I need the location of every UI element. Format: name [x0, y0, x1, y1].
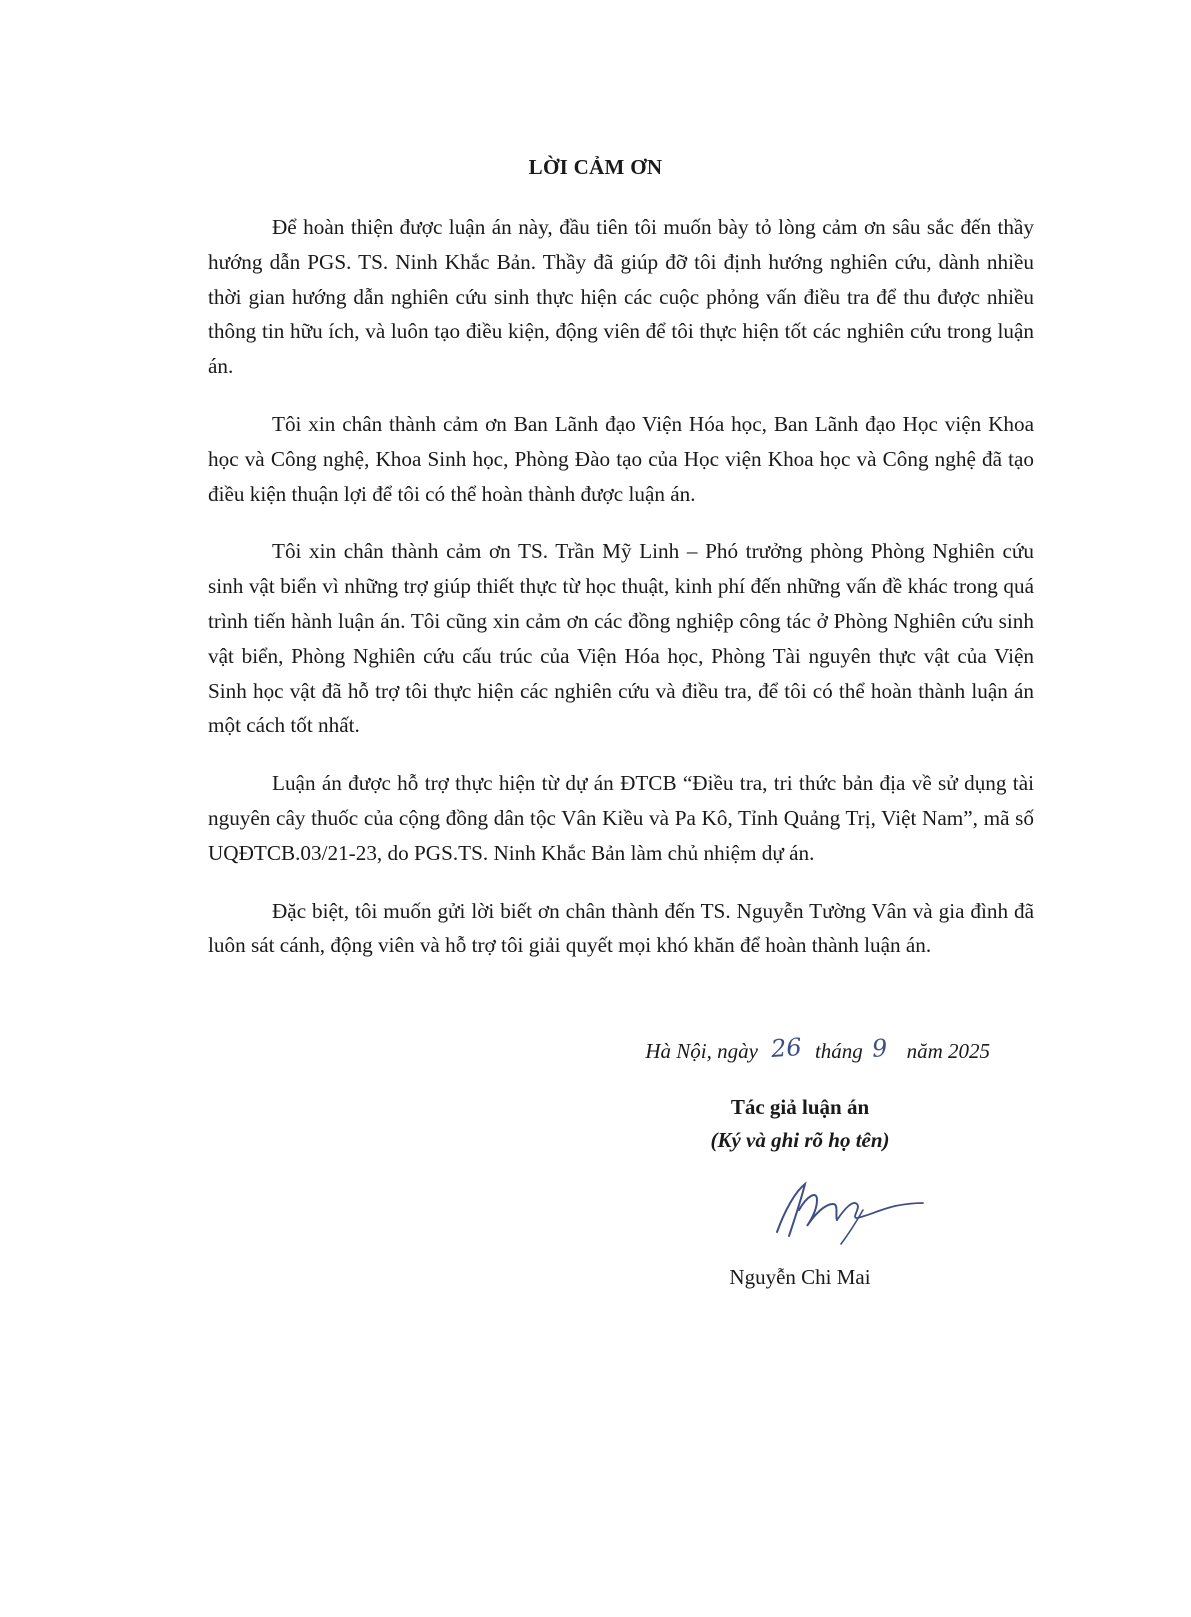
handwritten-month: 9 — [871, 1033, 889, 1063]
document-body — [208, 210, 1034, 986]
paragraph-3: Tôi xin chân thành cảm ơn TS. Trần Mỹ Linh – Phó trưởng phòng Phòng Nghiên cứu sinh vật biển vì những trợ giúp thiết thực từ học thuật, kinh phí đến những vấn đề khác trong quá trình tiến hành luận án. Tôi cũng xin cảm ơn các đồng nghiệp công tác ở Phòng Nghiên cứu sinh vật biển, Phòng Nghiên cứu cấu trúc của Viện Hóa học, Phòng Tài nguyên thực vật của Viện Sinh học vật đã hỗ trợ tôi thực hiện các nghiên cứu và điều tra, để tôi có thể hoàn thành luận án một cách tốt nhất. — [208, 539, 1034, 738]
handwritten-signature — [755, 1170, 935, 1250]
paragraph-2: Tôi xin chân thành cảm ơn Ban Lãnh đạo Viện Hóa học, Ban Lãnh đạo Học viện Khoa học và Công nghệ, Khoa Sinh học, Phòng Đào tạo của Học viện Khoa học và Công nghệ đã tạo điều kiện thuận lợi để tôi có thể hoàn thành được luận án. — [208, 411, 1034, 506]
date-line — [0, 1032, 990, 1064]
document-title: LỜI CẢM ƠN — [528, 155, 663, 179]
paragraph-4: Luận án được hỗ trợ thực hiện từ dự án ĐTCB “Điều tra, tri thức bản địa về sử dụng tài nguyên cây thuốc của cộng đồng dân tộc Vân Kiều và Pa Kô, Tỉnh Quảng Trị, Việt Nam”, mã số UQĐTCB.03/21-23, do PGS.TS. Ninh Khắc Bản làm chủ nhiệm dự án. — [208, 771, 1034, 865]
author-signature-note: (Ký và ghi rõ họ tên) — [710, 1128, 890, 1152]
paragraph-5: Đặc biệt, tôi muốn gửi lời biết ơn chân thành đến TS. Nguyễn Tường Vân và gia đình đã luôn sát cánh, động viên và hỗ trợ tôi giải quyết mọi khó khăn để hoàn thành luận án. — [208, 898, 1034, 958]
handwritten-day: 26 — [770, 1032, 803, 1064]
year-text: năm 2025 — [906, 1039, 990, 1063]
author-name: Nguyễn Chi Mai — [729, 1265, 871, 1289]
date-prefix: Hà Nội, ngày — [645, 1039, 758, 1063]
month-label: tháng — [814, 1039, 863, 1063]
author-title: Tác giả luận án — [730, 1095, 870, 1119]
paragraph-1: Để hoàn thiện được luận án này, đầu tiên tôi muốn bày tỏ lòng cảm ơn sâu sắc đến thầy hướng dẫn PGS. TS. Ninh Khắc Bản. Thầy đã giúp đỡ tôi định hướng nghiên cứu, dành nhiều thời gian hướng dẫn nghiên cứu sinh thực hiện các cuộc phỏng vấn điều tra để thu được nhiều thông tin hữu ích, và luôn tạo điều kiện, động viên để tôi thực hiện tốt các nghiên cứu trong luận án. — [208, 215, 1034, 379]
